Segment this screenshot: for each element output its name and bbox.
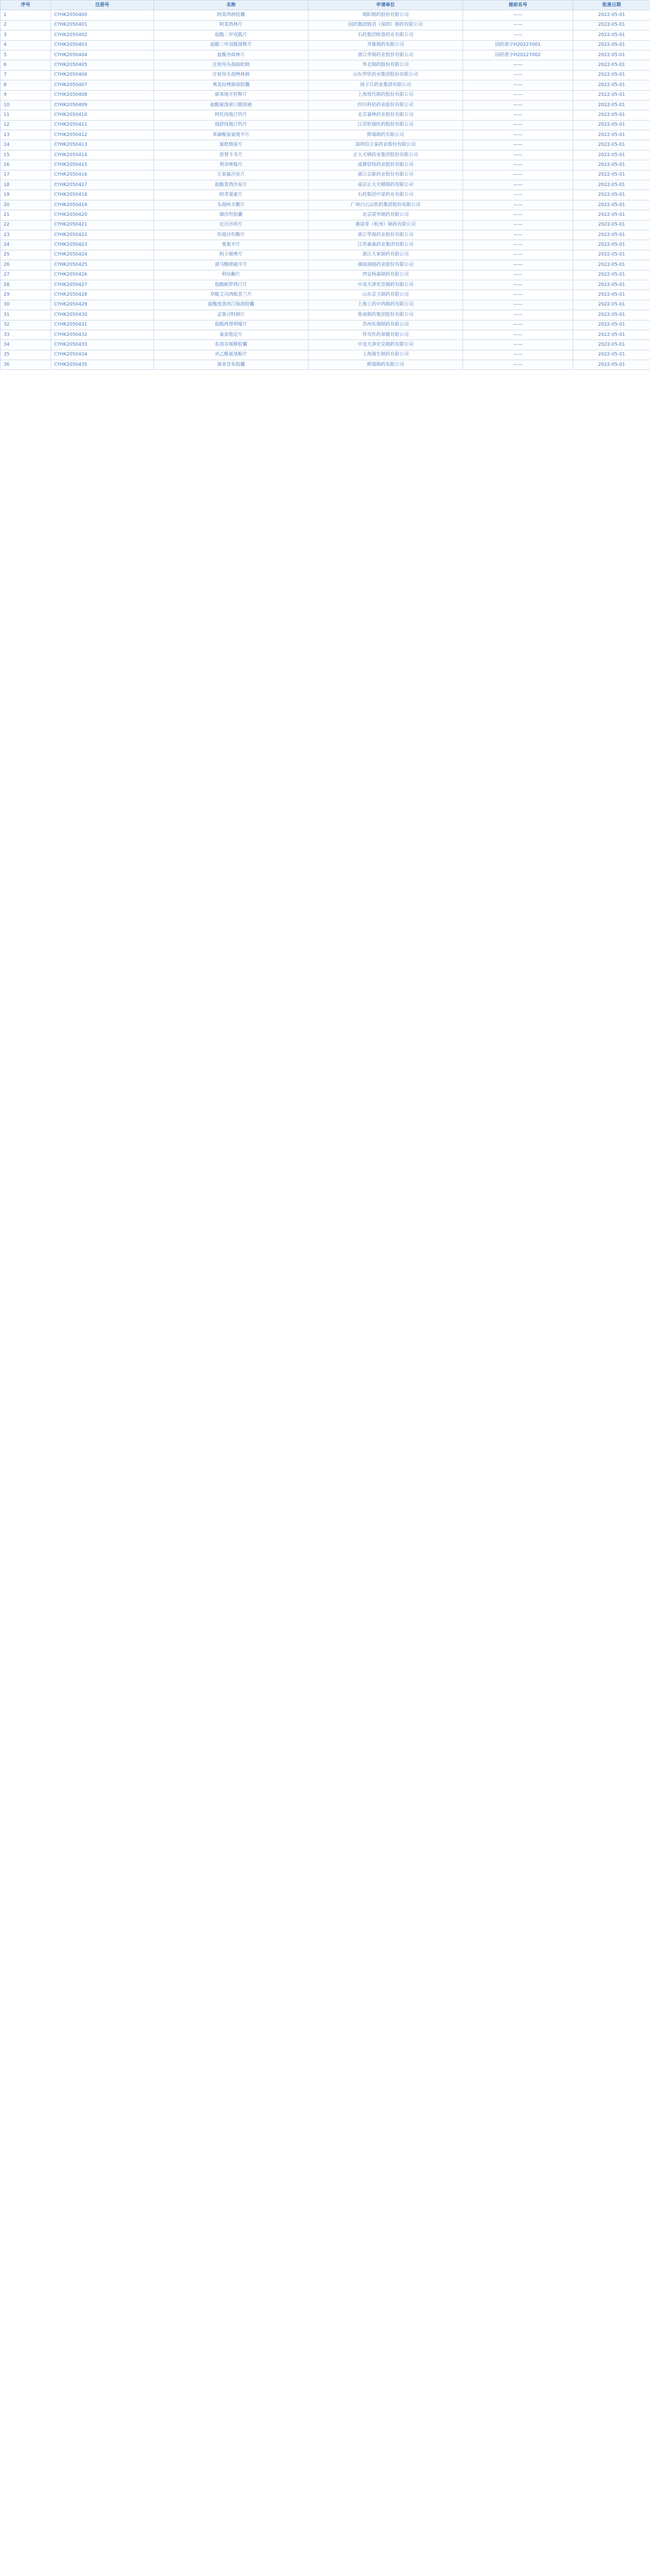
table-cell: 盐酸度洛西汀肠溶胶囊 — [154, 300, 309, 310]
table-cell: 孟鲁司特钠片 — [154, 310, 309, 320]
table-cell: —— — [463, 310, 573, 320]
table-cell: 24 — [1, 240, 51, 250]
table-cell: 2022-05-01 — [573, 250, 650, 260]
table-cell: 2022-05-01 — [573, 200, 650, 210]
header-cell: 名称 — [154, 1, 309, 10]
table-cell: 29 — [1, 290, 51, 300]
table-cell: —— — [463, 290, 573, 300]
table-row — [1, 220, 650, 230]
table-cell: CYHK2050425 — [51, 260, 154, 270]
header-cell: 批准日期 — [573, 1, 650, 10]
registration-table — [0, 0, 650, 370]
table-cell: 2022-05-01 — [573, 260, 650, 270]
table-cell: CYHK2050433 — [51, 340, 154, 350]
table-cell: —— — [463, 70, 573, 80]
table-cell: 2022-05-01 — [573, 110, 650, 120]
table-cell: CYHK2050402 — [51, 30, 154, 40]
table-cell: 32 — [1, 320, 51, 330]
table-cell: 对乙酰氨基酚片 — [154, 350, 309, 360]
table-cell: —— — [463, 180, 573, 190]
table-cell: 北京诺华制药有限公司 — [309, 210, 463, 220]
table-cell: CYHK2050403 — [51, 40, 154, 50]
table-cell: —— — [463, 340, 573, 350]
table-cell: CYHK2050421 — [51, 220, 154, 230]
table-cell: CYHK2050435 — [51, 360, 154, 370]
table-cell: CYHK2050413 — [51, 140, 154, 150]
table-row — [1, 360, 650, 370]
table-cell: 左氧氟沙星片 — [154, 170, 309, 180]
table-cell: 2022-05-01 — [573, 240, 650, 250]
table-cell: 8 — [1, 80, 51, 90]
table-cell: CYHK2050416 — [51, 170, 154, 180]
table-cell: CYHK2050408 — [51, 90, 154, 100]
table-cell: 20 — [1, 200, 51, 210]
table-cell: 拜耳医药保健有限公司 — [309, 330, 463, 340]
table-cell: 正大天晴药业集团股份有限公司 — [309, 150, 463, 160]
table-cell: CYHK2050430 — [51, 310, 154, 320]
table-cell: 9 — [1, 90, 51, 100]
table-cell: CYHK2050429 — [51, 300, 154, 310]
table-cell: 瑞舒伐他汀钙片 — [154, 120, 309, 130]
table-row — [1, 30, 650, 40]
table-row — [1, 10, 650, 20]
table-cell: 石药集团中诺药业有限公司 — [309, 190, 463, 200]
table-cell: 2022-05-01 — [573, 180, 650, 190]
table-cell: 奥美拉唑肠溶胶囊 — [154, 80, 309, 90]
table-cell: 25 — [1, 250, 51, 260]
table-cell: 12 — [1, 120, 51, 130]
table-cell: 南京正大天晴制药有限公司 — [309, 180, 463, 190]
table-cell: 浙江华海药业股份有限公司 — [309, 50, 463, 60]
table-cell: 2 — [1, 20, 51, 30]
table-cell: 注射用头孢唑林钠 — [154, 70, 309, 80]
table-cell: 2022-05-01 — [573, 230, 650, 240]
table-cell: CYHK2050411 — [51, 120, 154, 130]
header-cell: 申请单位 — [309, 1, 463, 10]
table-cell: 鲁南制药集团股份有限公司 — [309, 310, 463, 320]
table-cell: CYHK2050424 — [51, 250, 154, 260]
header-cell: 提前名号 — [463, 1, 573, 10]
table-cell: —— — [463, 60, 573, 70]
table-cell: —— — [463, 110, 573, 120]
table-cell: 2022-05-01 — [573, 150, 650, 160]
table-cell: CYHK2050409 — [51, 100, 154, 110]
table-cell: CYHK2050401 — [51, 20, 154, 30]
table-cell: 30 — [1, 300, 51, 310]
table-cell: CYHK2050418 — [51, 190, 154, 200]
table-row — [1, 190, 650, 200]
table-cell: —— — [463, 150, 573, 160]
table-cell: —— — [463, 120, 573, 130]
table-row — [1, 340, 650, 350]
table-cell: 26 — [1, 260, 51, 270]
table-row — [1, 20, 650, 30]
table-row — [1, 120, 650, 130]
table-cell: —— — [463, 270, 573, 280]
table-cell: 3 — [1, 30, 51, 40]
table-cell: 阿托伐他汀钙片 — [154, 110, 309, 120]
table-cell: —— — [463, 190, 573, 200]
table-cell: —— — [463, 140, 573, 150]
table-row — [1, 250, 650, 260]
table-cell: 2022-05-01 — [573, 350, 650, 360]
document-page — [0, 0, 650, 370]
table-row — [1, 240, 650, 250]
table-cell: 江苏恒瑞医药股份有限公司 — [309, 120, 463, 130]
table-row — [1, 90, 650, 100]
table-cell: 盐酸二甲双胍缓释片 — [154, 40, 309, 50]
table-cell: 2022-05-01 — [573, 20, 650, 30]
table-row — [1, 200, 650, 210]
table-cell: 2022-05-01 — [573, 340, 650, 350]
table-cell: CYHK2050406 — [51, 70, 154, 80]
table-cell: 2022-05-01 — [573, 270, 650, 280]
table-cell: 齐鲁制药有限公司 — [309, 40, 463, 50]
table-cell: 34 — [1, 340, 51, 350]
table-cell: 坎地沙坦酯片 — [154, 230, 309, 240]
table-row — [1, 350, 650, 360]
table-cell: 头孢呋辛酯片 — [154, 200, 309, 210]
table-cell: 厄贝沙坦片 — [154, 220, 309, 230]
table-cell: 36 — [1, 360, 51, 370]
table-row — [1, 280, 650, 290]
table-cell: 2022-05-01 — [573, 70, 650, 80]
table-cell: —— — [463, 160, 573, 170]
table-cell: —— — [463, 20, 573, 30]
table-cell: 2022-05-01 — [573, 220, 650, 230]
table-cell: 氯吡格雷片 — [154, 140, 309, 150]
table-cell: 江苏豪森药业集团有限公司 — [309, 240, 463, 250]
table-cell: 19 — [1, 190, 51, 200]
table-row — [1, 50, 650, 60]
table-cell: 2022-05-01 — [573, 10, 650, 20]
table-row — [1, 230, 650, 240]
header-cell: 序号 — [1, 1, 51, 10]
table-cell: 赛诺菲（杭州）制药有限公司 — [309, 220, 463, 230]
table-cell: 盐酸氨溴索口服溶液 — [154, 100, 309, 110]
table-cell: 氯雷他定片 — [154, 330, 309, 340]
table-cell: 石药集团欧意药业有限公司 — [309, 30, 463, 40]
table-body — [1, 10, 650, 370]
table-cell: 辉瑞制药有限公司 — [309, 360, 463, 370]
table-cell: 瑞阳制药股份有限公司 — [309, 10, 463, 20]
table-cell: 缬沙坦胶囊 — [154, 210, 309, 220]
table-cell: 2022-05-01 — [573, 30, 650, 40]
table-cell: 山东京卫制药有限公司 — [309, 290, 463, 300]
table-cell: 国药集团致君（深圳）制药有限公司 — [309, 20, 463, 30]
table-cell: CYHK2050412 — [51, 130, 154, 140]
table-cell: 浙江大冢制药有限公司 — [309, 250, 463, 260]
table-cell: 阿立哌唑片 — [154, 250, 309, 260]
table-cell: 2022-05-01 — [573, 290, 650, 300]
table-cell: 上海强生制药有限公司 — [309, 350, 463, 360]
table-cell: 7 — [1, 70, 51, 80]
table-row — [1, 110, 650, 120]
table-cell: 上海上药中西制药有限公司 — [309, 300, 463, 310]
table-cell: 2022-05-01 — [573, 190, 650, 200]
table-cell: 35 — [1, 350, 51, 360]
table-cell: —— — [463, 10, 573, 20]
table-cell: —— — [463, 30, 573, 40]
table-row — [1, 170, 650, 180]
table-cell: 中美天津史克制药有限公司 — [309, 280, 463, 290]
table-cell: 湖南洞庭药业股份有限公司 — [309, 260, 463, 270]
table-cell: CYHK2050420 — [51, 210, 154, 220]
table-cell: —— — [463, 280, 573, 290]
table-cell: CYHK2050423 — [51, 240, 154, 250]
table-cell: 2022-05-01 — [573, 40, 650, 50]
table-cell: CYHK2050422 — [51, 230, 154, 240]
table-cell: 成都倍特药业股份有限公司 — [309, 160, 463, 170]
table-cell: 盐酸舍曲林片 — [154, 50, 309, 60]
table-cell: 22 — [1, 220, 51, 230]
table-cell: —— — [463, 240, 573, 250]
table-cell: —— — [463, 100, 573, 110]
table-cell: 2022-05-01 — [573, 60, 650, 70]
table-cell: 2022-05-01 — [573, 130, 650, 140]
table-row — [1, 80, 650, 90]
table-cell: 2022-05-01 — [573, 330, 650, 340]
header-cell: 注册号 — [51, 1, 154, 10]
table-row — [1, 310, 650, 320]
table-cell: 塞来昔布胶囊 — [154, 360, 309, 370]
table-cell: 33 — [1, 330, 51, 340]
table-cell: 注射用头孢曲松钠 — [154, 60, 309, 70]
table-cell: 2022-05-01 — [573, 320, 650, 330]
table-cell: 4 — [1, 40, 51, 50]
table-cell: 辉瑞制药有限公司 — [309, 130, 463, 140]
table-cell: —— — [463, 320, 573, 330]
table-row — [1, 130, 650, 140]
table-cell: 恩替卡韦片 — [154, 150, 309, 160]
table-cell: —— — [463, 250, 573, 260]
table-cell: 2022-05-01 — [573, 140, 650, 150]
table-cell: 浙江华海药业股份有限公司 — [309, 230, 463, 240]
table-cell: 浙江京新药业股份有限公司 — [309, 170, 463, 180]
table-header-row — [1, 1, 650, 10]
table-cell: 国药准字H20227002 — [463, 50, 573, 60]
table-cell: 华北制药股份有限公司 — [309, 60, 463, 70]
table-cell: 1 — [1, 10, 51, 20]
table-row — [1, 160, 650, 170]
table-cell: 18 — [1, 180, 51, 190]
table-cell: 苏州东瑞制药有限公司 — [309, 320, 463, 330]
table-cell: —— — [463, 300, 573, 310]
table-cell: 2022-05-01 — [573, 160, 650, 170]
table-cell: CYHK2050410 — [51, 110, 154, 120]
table-row — [1, 300, 650, 310]
table-cell: CYHK2050414 — [51, 150, 154, 160]
table-cell: CYHK2050434 — [51, 350, 154, 360]
table-row — [1, 260, 650, 270]
table-cell: —— — [463, 260, 573, 270]
table-cell: 2022-05-01 — [573, 80, 650, 90]
table-cell: 国药准字H20227001 — [463, 40, 573, 50]
table-cell: 2022-05-01 — [573, 310, 650, 320]
table-cell: —— — [463, 220, 573, 230]
table-cell: 广州白云山医药集团股份有限公司 — [309, 200, 463, 210]
table-row — [1, 100, 650, 110]
table-cell: 上海现代制药股份有限公司 — [309, 90, 463, 100]
table-cell: CYHK2050405 — [51, 60, 154, 70]
table-cell: CYHK2050415 — [51, 160, 154, 170]
table-cell: —— — [463, 130, 573, 140]
table-cell: CYHK2050404 — [51, 50, 154, 60]
table-cell: CYHK2050427 — [51, 280, 154, 290]
table-cell: 阿奇霉素片 — [154, 190, 309, 200]
table-cell: —— — [463, 210, 573, 220]
table-cell: 2022-05-01 — [573, 280, 650, 290]
table-cell: 28 — [1, 280, 51, 290]
table-cell: —— — [463, 80, 573, 90]
table-cell: CYHK2050426 — [51, 270, 154, 280]
table-cell: 中美天津史克制药有限公司 — [309, 340, 463, 350]
table-cell: 11 — [1, 110, 51, 120]
table-cell: 10 — [1, 100, 51, 110]
table-cell: 2022-05-01 — [573, 90, 650, 100]
table-cell: 富马酸喹硫平片 — [154, 260, 309, 270]
table-cell: 23 — [1, 230, 51, 240]
table-cell: 27 — [1, 270, 51, 280]
table-cell: —— — [463, 170, 573, 180]
table-cell: 深圳信立泰药业股份有限公司 — [309, 140, 463, 150]
table-cell: CYHK2050432 — [51, 330, 154, 340]
table-cell: 14 — [1, 140, 51, 150]
table-cell: 2022-05-01 — [573, 170, 650, 180]
table-cell: 西安杨森制药有限公司 — [309, 270, 463, 280]
table-cell: —— — [463, 360, 573, 370]
table-cell: 5 — [1, 50, 51, 60]
table-cell: 6 — [1, 60, 51, 70]
table-cell: —— — [463, 350, 573, 360]
table-row — [1, 40, 650, 50]
table-cell: CYHK2050428 — [51, 290, 154, 300]
table-cell: 北京嘉林药业股份有限公司 — [309, 110, 463, 120]
table-row — [1, 150, 650, 160]
table-row — [1, 210, 650, 220]
table-row — [1, 70, 650, 80]
table-cell: 盐酸西替利嗪片 — [154, 320, 309, 330]
table-cell: 16 — [1, 160, 51, 170]
table-cell: 四川科伦药业股份有限公司 — [309, 100, 463, 110]
table-cell: CYHK2050400 — [51, 10, 154, 20]
table-cell: 盐酸帕罗西汀片 — [154, 280, 309, 290]
table-cell: CYHK2050407 — [51, 80, 154, 90]
table-cell: 阿莫西林片 — [154, 20, 309, 30]
table-row — [1, 330, 650, 340]
table-cell: 阿莫西林胶囊 — [154, 10, 309, 20]
table-cell: 31 — [1, 310, 51, 320]
table-cell: 利培酮片 — [154, 270, 309, 280]
table-cell: 13 — [1, 130, 51, 140]
table-cell: 2022-05-01 — [573, 120, 650, 130]
table-cell: 2022-05-01 — [573, 100, 650, 110]
table-cell: 苯磺酸氨氯地平片 — [154, 130, 309, 140]
table-cell: —— — [463, 200, 573, 210]
table-cell: 利奈唑胺片 — [154, 160, 309, 170]
table-cell: —— — [463, 230, 573, 240]
table-cell: 21 — [1, 210, 51, 220]
table-row — [1, 180, 650, 190]
table-cell: CYHK2050419 — [51, 200, 154, 210]
table-cell: 山东罗欣药业集团股份有限公司 — [309, 70, 463, 80]
table-cell: 2022-05-01 — [573, 210, 650, 220]
table-cell: 17 — [1, 170, 51, 180]
table-cell: CYHK2050417 — [51, 180, 154, 190]
table-cell: 布洛芬缓释胶囊 — [154, 340, 309, 350]
table-cell: 2022-05-01 — [573, 50, 650, 60]
table-row — [1, 290, 650, 300]
table-cell: 2022-05-01 — [573, 360, 650, 370]
table-cell: CYHK2050431 — [51, 320, 154, 330]
table-cell: —— — [463, 90, 573, 100]
table-cell: —— — [463, 330, 573, 340]
table-cell: 盐酸莫西沙星片 — [154, 180, 309, 190]
table-cell: 15 — [1, 150, 51, 160]
table-row — [1, 140, 650, 150]
table-cell: 奥氮平片 — [154, 240, 309, 250]
table-row — [1, 60, 650, 70]
table-row — [1, 270, 650, 280]
table-cell: 扬子江药业集团有限公司 — [309, 80, 463, 90]
table-cell: 盐酸二甲双胍片 — [154, 30, 309, 40]
table-cell: 2022-05-01 — [573, 300, 650, 310]
table-cell: 草酸艾司西酞普兰片 — [154, 290, 309, 300]
table-cell: 硝苯地平控释片 — [154, 90, 309, 100]
table-row — [1, 320, 650, 330]
